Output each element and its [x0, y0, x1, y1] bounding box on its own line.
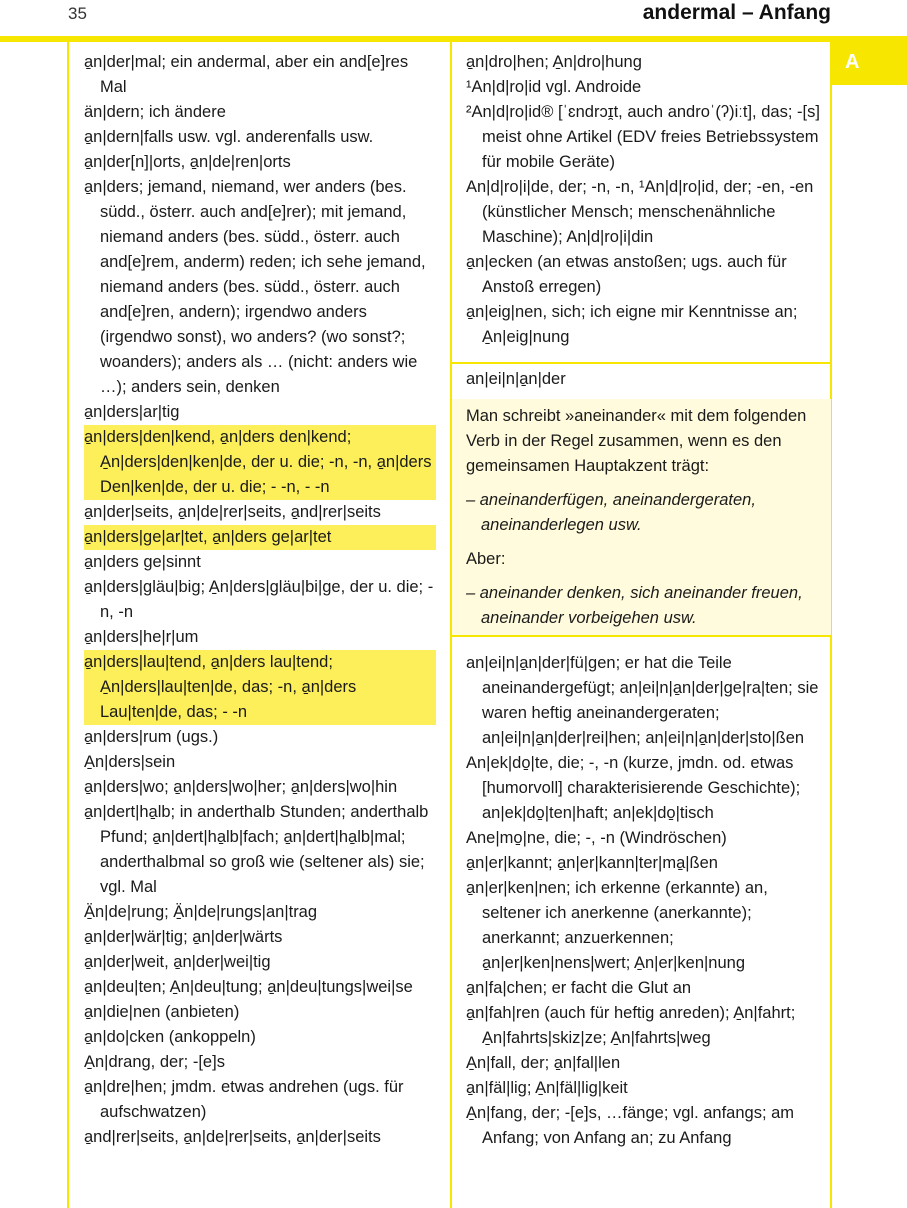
entry-anderssein: A̱n|ders|sein [84, 753, 176, 771]
entry-android-1: ¹An|d|ro|id vgl. Androide [466, 78, 642, 96]
entry-anemone: Ane|mo̱|ne, die; -, -n (Windröschen) [466, 829, 727, 847]
entry-anderwaertig: a̱n|der|wär|tig; a̱n|der|wärts [84, 928, 283, 946]
entry-andersherum: a̱n|ders|he|r|um [84, 628, 199, 646]
entry-aendern: än|dern; ich ändere [84, 103, 226, 121]
entry-andernfalls: a̱n|dern|falls usw. vgl. anderenfalls usw. [84, 128, 374, 146]
entry-andersdenkend: a̱n|ders|den|kend, a̱n|ders den|kend; A̱n|ders|den|ken|de, der u. die; -n, -n, a̱n|ders Den|ken|de, der u. die; - -n, - -n [84, 425, 436, 500]
entry-anfang: A̱n|fang, der; -[e]s, …fänge; vgl. anfangs; am Anfang; von Anfang an; zu Anfang [466, 1104, 795, 1147]
entry-anders-gesinnt: a̱n|ders ge|sinnt [84, 553, 201, 571]
entry-anerkennen: a̱n|er|ken|nen; ich erkenne (erkannte) an, seltener ich anerkenne (anerkannte); anerkannt; anzuerkennen; a̱n|er|ken|nens|wert; A̱n|er|ken|nung [466, 879, 768, 972]
entry-anerkannt: a̱n|er|kannt; a̱n|er|kann|ter|ma̱|ßen [466, 854, 718, 872]
left-column [84, 50, 436, 1150]
info-box-heading [452, 362, 831, 402]
entry-anderseits: a̱n|der|seits, a̱n|de|rer|seits, a̱nd|rer|seits [84, 503, 381, 521]
entry-aneinanderfuegen: an|ei|n|a̱n|der|fü|gen; er hat die Teile aneinandergefügt; an|ei|n|a̱n|der|ge|ra|ten; sie waren heftig aneinandergeraten; an|ei|n|a̱n|der|rei|hen; an|ei|n|a̱n|der|sto|ßen [466, 654, 819, 747]
thumb-index-tab [831, 42, 907, 85]
info-box-example-1: – aneinanderfügen, aneinandergeraten, aneinanderlegen usw. [466, 491, 756, 534]
info-box-aber: Aber: [466, 550, 506, 568]
entry-andermal: a̱n|der|mal; ein andermal, aber ein and[e]res Mal [84, 53, 409, 96]
info-box [452, 399, 831, 637]
entry-anfachen: a̱n|fa|chen; er facht die Glut an [466, 979, 692, 997]
page-number: 35 [68, 4, 87, 23]
entry-androhen: a̱n|dro|hen; A̱n|dro|hung [466, 53, 642, 71]
left-column-rule [67, 42, 69, 1208]
entry-andersglaeubig: a̱n|ders|gläu|big; A̱n|ders|gläu|bi|ge, der u. die; -n, -n [84, 578, 434, 621]
entry-andernorts: a̱n|der[n]|orts, a̱n|de|ren|orts [84, 153, 291, 171]
entry-anfahren: a̱n|fah|ren (auch für heftig anreden); A̱n|fahrt; A̱n|fahrts|skiz|ze; A̱n|fahrts|weg [466, 1004, 796, 1047]
entry-andocken: a̱n|do|cken (ankoppeln) [84, 1028, 256, 1046]
entry-anfall: A̱n|fall, der; a̱n|fal|len [466, 1054, 621, 1072]
info-box-example-2: – aneinander denken, sich aneinander freuen, aneinander vorbeigehen usw. [466, 584, 803, 627]
entry-anderslautend: a̱n|ders|lau|tend, a̱n|ders lau|tend; A̱n|ders|lau|ten|de, das; -n, a̱n|ders Lau|ten|de, das; - -n [84, 650, 436, 725]
entry-andrehen: a̱n|dre|hen; jmdm. etwas andrehen (ugs. für aufschwatzen) [84, 1078, 404, 1121]
entry-andersgeartet: a̱n|ders|ge|ar|tet, a̱n|ders ge|ar|tet [84, 525, 436, 550]
entry-anfaellig: a̱n|fäl|lig; A̱n|fäl|lig|keit [466, 1079, 628, 1097]
info-box-headword: an|ei|n|a̱n|der [466, 370, 566, 388]
info-box-intro: Man schreibt »aneinander« mit dem folgenden Verb in der Regel zusammen, wenn es den gemeinsamen Hauptakzent trägt: [466, 407, 807, 475]
entry-anekdote: An|ek|do̱|te, die; -, -n (kurze, jmdn. od. etwas [humorvoll] charakterisierende Geschichte); an|ek|do̱|ten|haft; an|ek|do̱|tisch [466, 754, 801, 822]
running-head: andermal – Anfang [642, 1, 831, 24]
thumb-letter: A [845, 51, 860, 73]
entry-anderweit: a̱n|der|weit, a̱n|der|wei|tig [84, 953, 271, 971]
entry-anecken: a̱n|ecken (an etwas anstoßen; ugs. auch für Anstoß erregen) [466, 253, 787, 296]
entry-andersrum: a̱n|ders|rum (ugs.) [84, 728, 219, 746]
entry-aneignen: a̱n|eig|nen, sich; ich eigne mir Kenntnisse an; A̱n|eig|nung [466, 303, 798, 346]
entry-andeuten: a̱n|deu|ten; A̱n|deu|tung; a̱n|deu|tungs|wei|se [84, 978, 413, 996]
entry-aenderung: Ä̱n|de|rung; Ä̱n|de|rungs|an|trag [84, 903, 318, 921]
right-column-top [466, 50, 822, 350]
entry-anders: a̱n|ders; jemand, niemand, wer anders (bes. südd., österr. auch and[e]rer); mit jemand, niemand anders (bes. südd., österr. auch and[e]rem, anderm) reden; ich sehe jemand, niemand anders (bes. südd., österr. auch and[e]ren, andern); irgendwo anders (irgendwo sonst), wo anders? (wo sonst?; woanders); anders als … (nicht: anders wie …); anders sein, denken [84, 178, 426, 396]
entry-android-2: ²An|d|ro|id® [ˈɛndrɔɪ̯t, auch androˈ(ʔ)iːt], das; -[s] meist ohne Artikel (EDV freies Betriebssystem für mobile Geräte) [466, 103, 820, 171]
entry-andrang: A̱n|drang, der; -[e]s [84, 1053, 225, 1071]
right-column-bottom [466, 651, 822, 1151]
entry-andersartig: a̱n|ders|ar|tig [84, 403, 180, 421]
entry-andrerseits: a̱nd|rer|seits, a̱n|de|rer|seits, a̱n|der|seits [84, 1128, 381, 1146]
entry-androide: An|d|ro|i|de, der; -n, -n, ¹An|d|ro|id, der; -en, -en (künstlicher Mensch; menschenähnliche Maschine); An|d|ro|i|din [466, 178, 814, 246]
header-rule [0, 36, 907, 42]
entry-andienen: a̱n|die|nen (anbieten) [84, 1003, 240, 1021]
entry-anderthalb: a̱n|dert|ha̱lb; in anderthalb Stunden; anderthalb Pfund; a̱n|dert|ha̱lb|fach; a̱n|dert|ha̱lb|mal; anderthalbmal so groß wie (seltener als) sie; vgl. Mal [84, 803, 429, 896]
entry-anderswo: a̱n|ders|wo; a̱n|ders|wo|her; a̱n|ders|wo|hin [84, 778, 398, 796]
